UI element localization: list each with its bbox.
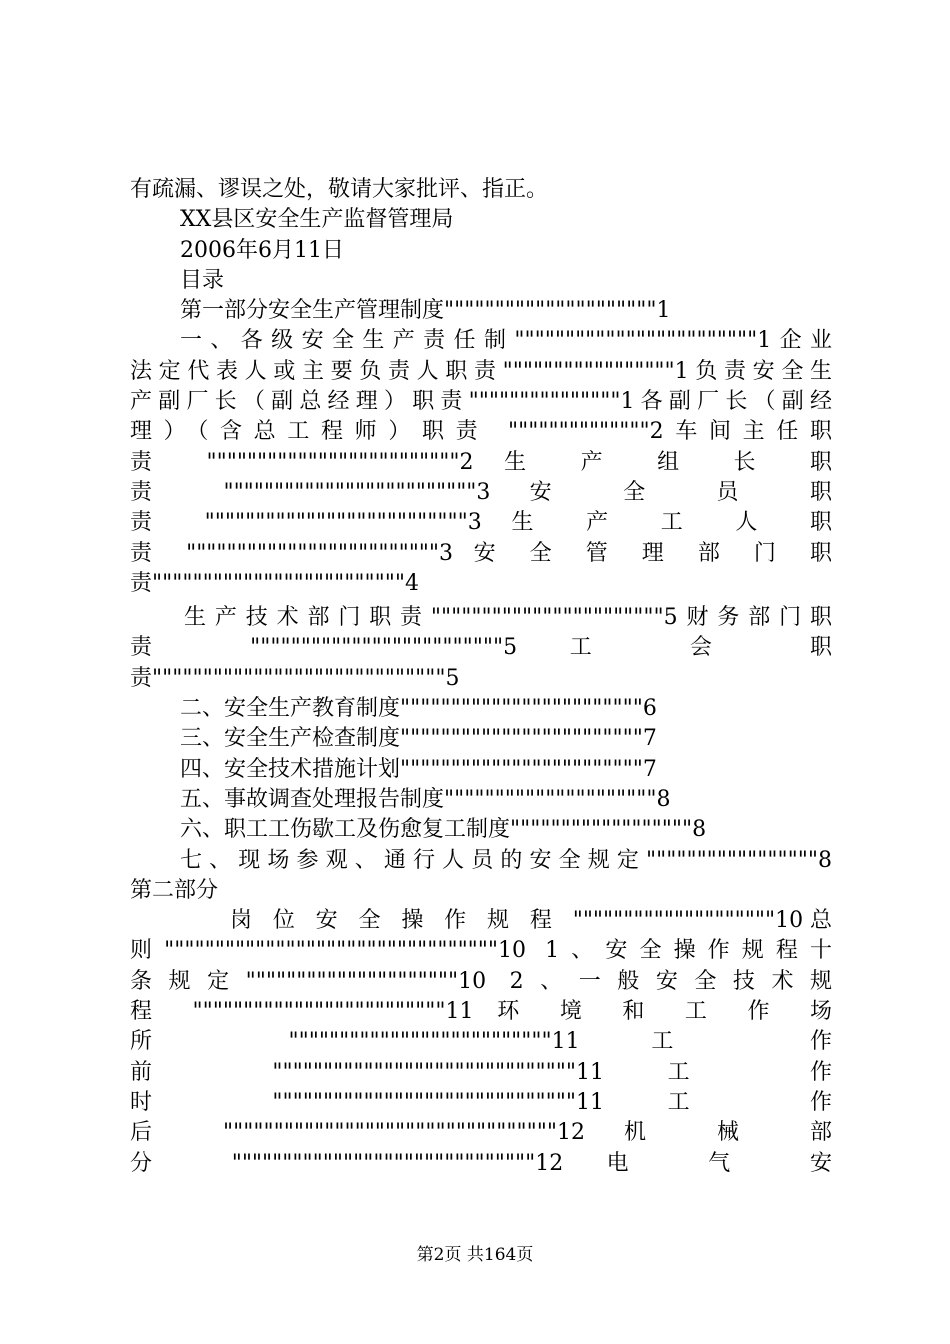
text-line: 第一部分安全生产管理制度"""""""""""""""""""""1	[180, 298, 671, 324]
document-body	[130, 175, 832, 1179]
text-line: 责 """""""""""""""""""""""""5 工 会 职	[130, 635, 832, 661]
text-line: 产副厂长（副总经理）职责"""""""""""""""1各副厂长（副经	[130, 389, 832, 415]
text-line: 前 """"""""""""""""""""""""""""""11 工 作	[130, 1059, 832, 1085]
text-line: 责 """""""""""""""""""""""""2 生 产 组 长 职	[130, 449, 832, 475]
text-line: 七、现场参观、通行人员的安全规定"""""""""""""""""8	[180, 847, 832, 873]
page-footer: 第2页 共164页	[416, 1245, 534, 1265]
text-line: 责 """"""""""""""""""""""""""3 生 产 工 人 职	[130, 510, 832, 536]
text-line: 程 """""""""""""""""""""""""11 环 境 和 工 作 场	[130, 999, 832, 1025]
text-line: 理）（含总工程师）职责 """"""""""""""2车间主任职	[130, 419, 832, 445]
text-line: 三、安全生产检查制度""""""""""""""""""""""""7	[180, 726, 657, 752]
text-line: 后 """""""""""""""""""""""""""""""""12 机 械 部	[130, 1120, 832, 1146]
text-line: 责"""""""""""""""""""""""""4	[130, 570, 419, 596]
text-line: 四、安全技术措施计划""""""""""""""""""""""""7	[180, 756, 657, 782]
text-line: XX县区安全生产监督管理局	[180, 207, 454, 233]
text-line: 责 """""""""""""""""""""""""3 安 全 管 理 部 门 职	[130, 540, 832, 566]
text-line: 则"""""""""""""""""""""""""""""""""10 1、安全操作规程十	[130, 938, 832, 964]
text-line: 责 """""""""""""""""""""""""3 安 全 员 职	[130, 479, 832, 505]
text-line: 目录	[180, 267, 225, 293]
text-line: 2006年6月11日	[180, 237, 344, 263]
text-line: 第二部分	[130, 877, 219, 903]
text-line: 法定代表人或主要负责人职责"""""""""""""""""1负责安全生	[130, 358, 832, 384]
text-line: 所 """"""""""""""""""""""""""11 工 作	[130, 1029, 832, 1055]
text-line: 有疏漏、谬误之处，敬请大家批评、指正。	[130, 177, 549, 202]
text-line: 五、事故调查处理报告制度"""""""""""""""""""""8	[180, 786, 671, 812]
text-line: 条规定"""""""""""""""""""""10 2、一般安全技术规	[130, 968, 832, 994]
text-line: 六、职工工伤歇工及伤愈复工制度""""""""""""""""""8	[180, 817, 707, 843]
text-line: 岗 位 安 全 操 作 规 程 """"""""""""""""""""10总	[230, 908, 832, 934]
text-line: 责"""""""""""""""""""""""""""""5	[130, 665, 460, 691]
text-line: 时 """"""""""""""""""""""""""""""11 工 作	[130, 1089, 832, 1115]
text-line: 分 """"""""""""""""""""""""""""""12 电 气 安	[130, 1150, 832, 1176]
text-line: 生产技术部门职责"""""""""""""""""""""""5财务部门职	[184, 605, 832, 631]
text-line: 二、安全生产教育制度""""""""""""""""""""""""6	[180, 696, 657, 722]
text-line: 一、各级安全生产责任制""""""""""""""""""""""""1企业	[180, 328, 832, 354]
